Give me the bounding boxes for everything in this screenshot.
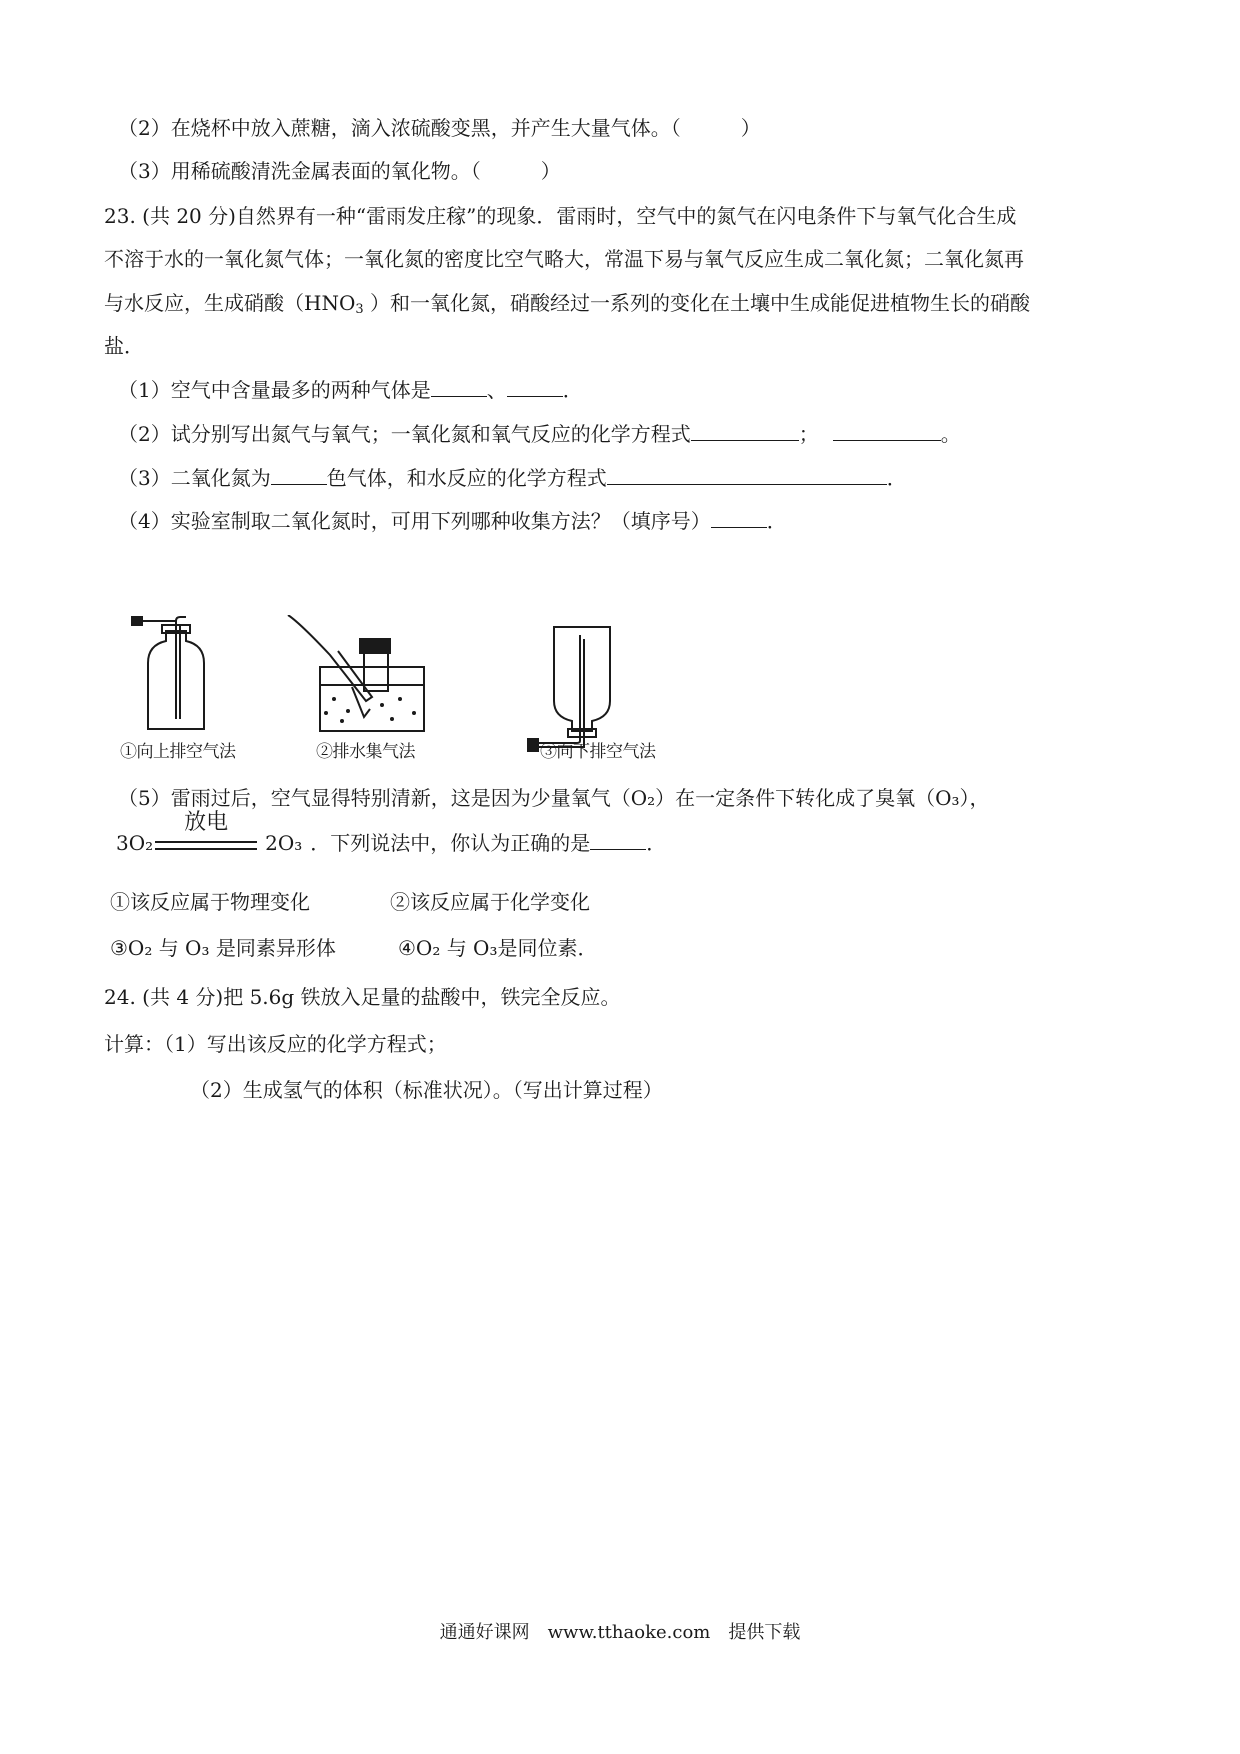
answer-blank[interactable]: [271, 464, 327, 485]
q23-sub4: （4）实验室制取二氧化氮时，可用下列哪种收集方法？（填序号） ．: [118, 509, 787, 533]
q23-sub5-line1: （5）雷雨过后，空气显得特别清新，这是因为少量氧气（O₂）在一定条件下转化成了臭氧（O₃），: [118, 786, 990, 810]
q23-intro-line3: 与水反应，生成硝酸（$HNO_3$ ）和一氧化氮，硝酸经过一系列的变化在土壤中生成能促进植物生长的硝酸: [104, 291, 1030, 317]
downward-air-bottle-icon: [528, 627, 610, 751]
figure-label-downward: ③向下排空气法: [540, 742, 656, 762]
option-4: ④O₂ 与 O₃是同位素．: [398, 936, 598, 960]
answer-blank[interactable]: [431, 376, 487, 397]
q23-intro-line2: 不溶于水的一氧化氮气体；一氧化氮的密度比空气略大，常温下易与氧气反应生成二氧化氮；二氧化氮再: [104, 247, 1024, 271]
answer-blank[interactable]: [833, 420, 941, 441]
page-footer: 通通好课网 www.tthaoke.com 提供下载: [439, 1622, 801, 1643]
option-1: ①该反应属于物理变化: [110, 890, 310, 914]
upward-air-bottle-icon: [132, 617, 204, 729]
q24-calc1: 计算：（1）写出该反应的化学方程式；: [104, 1032, 447, 1056]
q24-calc2: （2）生成氢气的体积（标准状况）。（写出计算过程）: [190, 1078, 663, 1102]
q22-item2: （2）在烧杯中放入蔗糖，滴入浓硫酸变黑，并产生大量气体。（ ）: [118, 116, 761, 140]
option-2: ②该反应属于化学变化: [390, 890, 590, 914]
q23-sub2: （2）试分别写出氮气与氧气；一氧化氮和氧气反应的化学方程式 ； 。: [118, 422, 961, 446]
q24-intro: 24. (共 4 分)把 5.6g 铁放入足量的盐酸中，铁完全反应。: [104, 985, 621, 1009]
option-3: ③O₂ 与 O₃ 是同素异形体: [110, 936, 336, 960]
answer-blank[interactable]: [590, 829, 646, 850]
answer-blank[interactable]: [607, 464, 887, 485]
figure-label-upward: ①向上排空气法: [120, 742, 236, 762]
figure-label-water: ②排水集气法: [316, 742, 415, 762]
q23-sub1: （1）空气中含量最多的两种气体是 、 ．: [118, 378, 583, 402]
answer-blank[interactable]: [711, 507, 767, 528]
q23-intro-line4: 盐．: [104, 334, 144, 358]
gas-collection-figure: [120, 615, 690, 765]
q22-item3: （3）用稀硫酸清洗金属表面的氧化物。（ ）: [118, 159, 561, 183]
q23-sub5-equation: 3O₂ 放电 2O₃ ．下列说法中，你认为正确的是 ．: [116, 810, 667, 855]
water-collection-trough-icon: [288, 615, 424, 731]
answer-blank[interactable]: [507, 376, 563, 397]
reaction-condition-arrow: 放电: [153, 829, 259, 857]
q23-intro-line1: 23. (共 20 分)自然界有一种“雷雨发庄稼”的现象．雷雨时，空气中的氮气在闪电条件下与氧气化合生成: [104, 204, 1017, 228]
answer-blank[interactable]: [691, 420, 799, 441]
q23-sub3: （3）二氧化氮为 色气体，和水反应的化学方程式 ．: [118, 466, 907, 490]
